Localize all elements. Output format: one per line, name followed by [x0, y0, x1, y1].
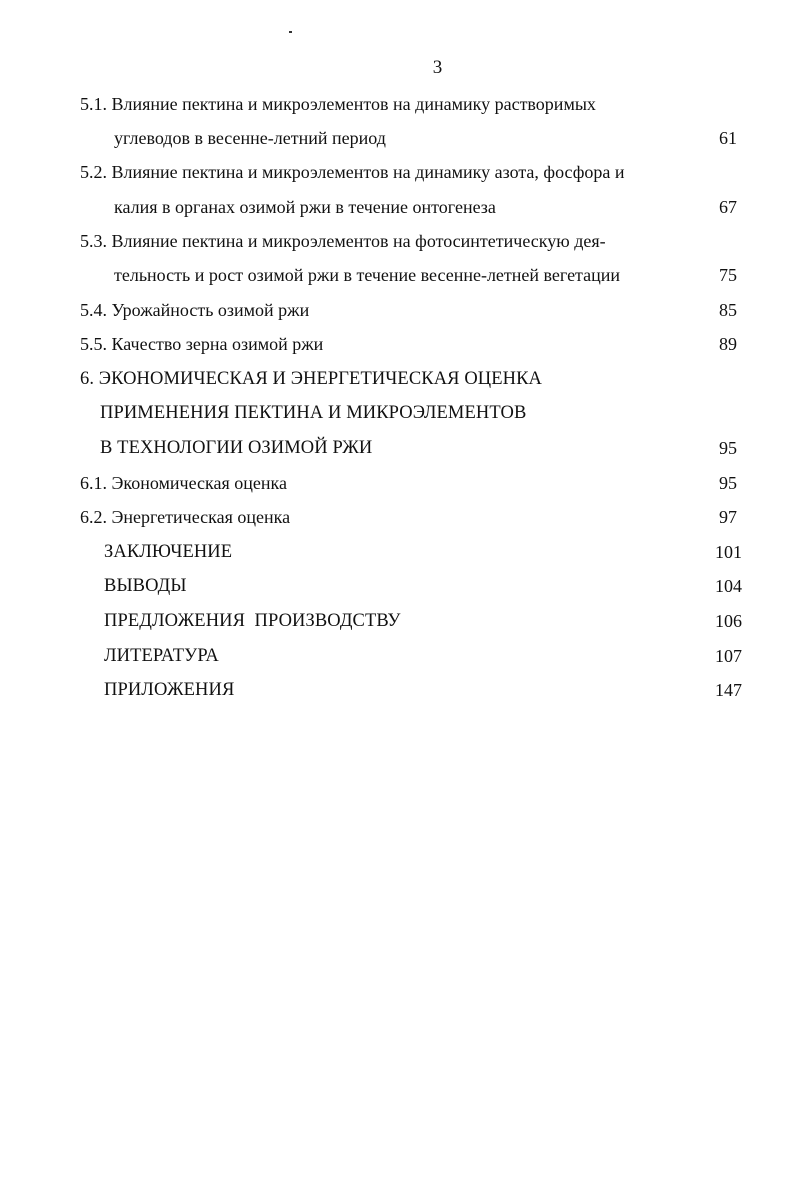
toc-entry-literature: ЛИТЕРАТУРА [104, 646, 219, 666]
toc-entry-5-1-line-1: 5.1. Влияние пектина и микроэлементов на динамику растворимых [80, 94, 596, 114]
toc-entry-6-line-3: В ТЕХНОЛОГИИ ОЗИМОЙ РЖИ [100, 438, 373, 458]
toc-page-6-1: 95 [719, 473, 737, 493]
toc-page-5-1: 61 [719, 128, 737, 148]
toc-entry-appendices: ПРИЛОЖЕНИЯ [104, 680, 235, 700]
toc-page-proposals: 106 [715, 611, 742, 631]
toc-page-5-5: 89 [719, 334, 737, 354]
toc-entry-5-2-line-2: калия в органах озимой ржи в течение онтогенеза [114, 197, 496, 217]
toc-entry-findings: ВЫВОДЫ [104, 576, 187, 596]
toc-page-5-3: 75 [719, 265, 737, 285]
toc-entry-5-5: 5.5. Качество зерна озимой ржи [80, 334, 324, 354]
toc-page-findings: 104 [715, 576, 742, 596]
toc-entry-5-4: 5.4. Урожайность озимой ржи [80, 300, 310, 320]
toc-page-appendices: 147 [715, 680, 742, 700]
toc-entry-5-1-line-2: углеводов в весенне-летний период [114, 128, 386, 148]
toc-entry-5-3-line-2: тельность и рост озимой ржи в течение весенне-летней вегетации [114, 265, 621, 285]
toc-entry-proposals: ПРЕДЛОЖЕНИЯ ПРОИЗВОДСТВУ [104, 611, 401, 631]
page-number: 3 [432, 57, 443, 78]
scan-speck [289, 31, 292, 33]
toc-page-6-2: 97 [719, 507, 737, 527]
toc-entry-5-2-line-1: 5.2. Влияние пектина и микроэлементов на динамику азота, фосфора и [80, 162, 625, 182]
toc-page-5-4: 85 [719, 300, 737, 320]
toc-page-5-2: 67 [719, 197, 737, 217]
toc-entry-6-line-1: 6. ЭКОНОМИЧЕСКАЯ И ЭНЕРГЕТИЧЕСКАЯ ОЦЕНКА [80, 369, 543, 389]
toc-page-literature: 107 [715, 646, 742, 666]
toc-page-conclusion: 101 [715, 542, 742, 562]
toc-page-6: 95 [719, 438, 737, 458]
toc-entry-6-2: 6.2. Энергетическая оценка [80, 507, 291, 527]
toc-entry-6-line-2: ПРИМЕНЕНИЯ ПЕКТИНА И МИКРОЭЛЕМЕНТОВ [100, 403, 527, 423]
toc-entry-6-1: 6.1. Экономическая оценка [80, 473, 287, 493]
toc-entry-5-3-line-1: 5.3. Влияние пектина и микроэлементов на фотосинтетическую дея- [80, 231, 606, 251]
toc-entry-conclusion: ЗАКЛЮЧЕНИЕ [104, 542, 233, 562]
